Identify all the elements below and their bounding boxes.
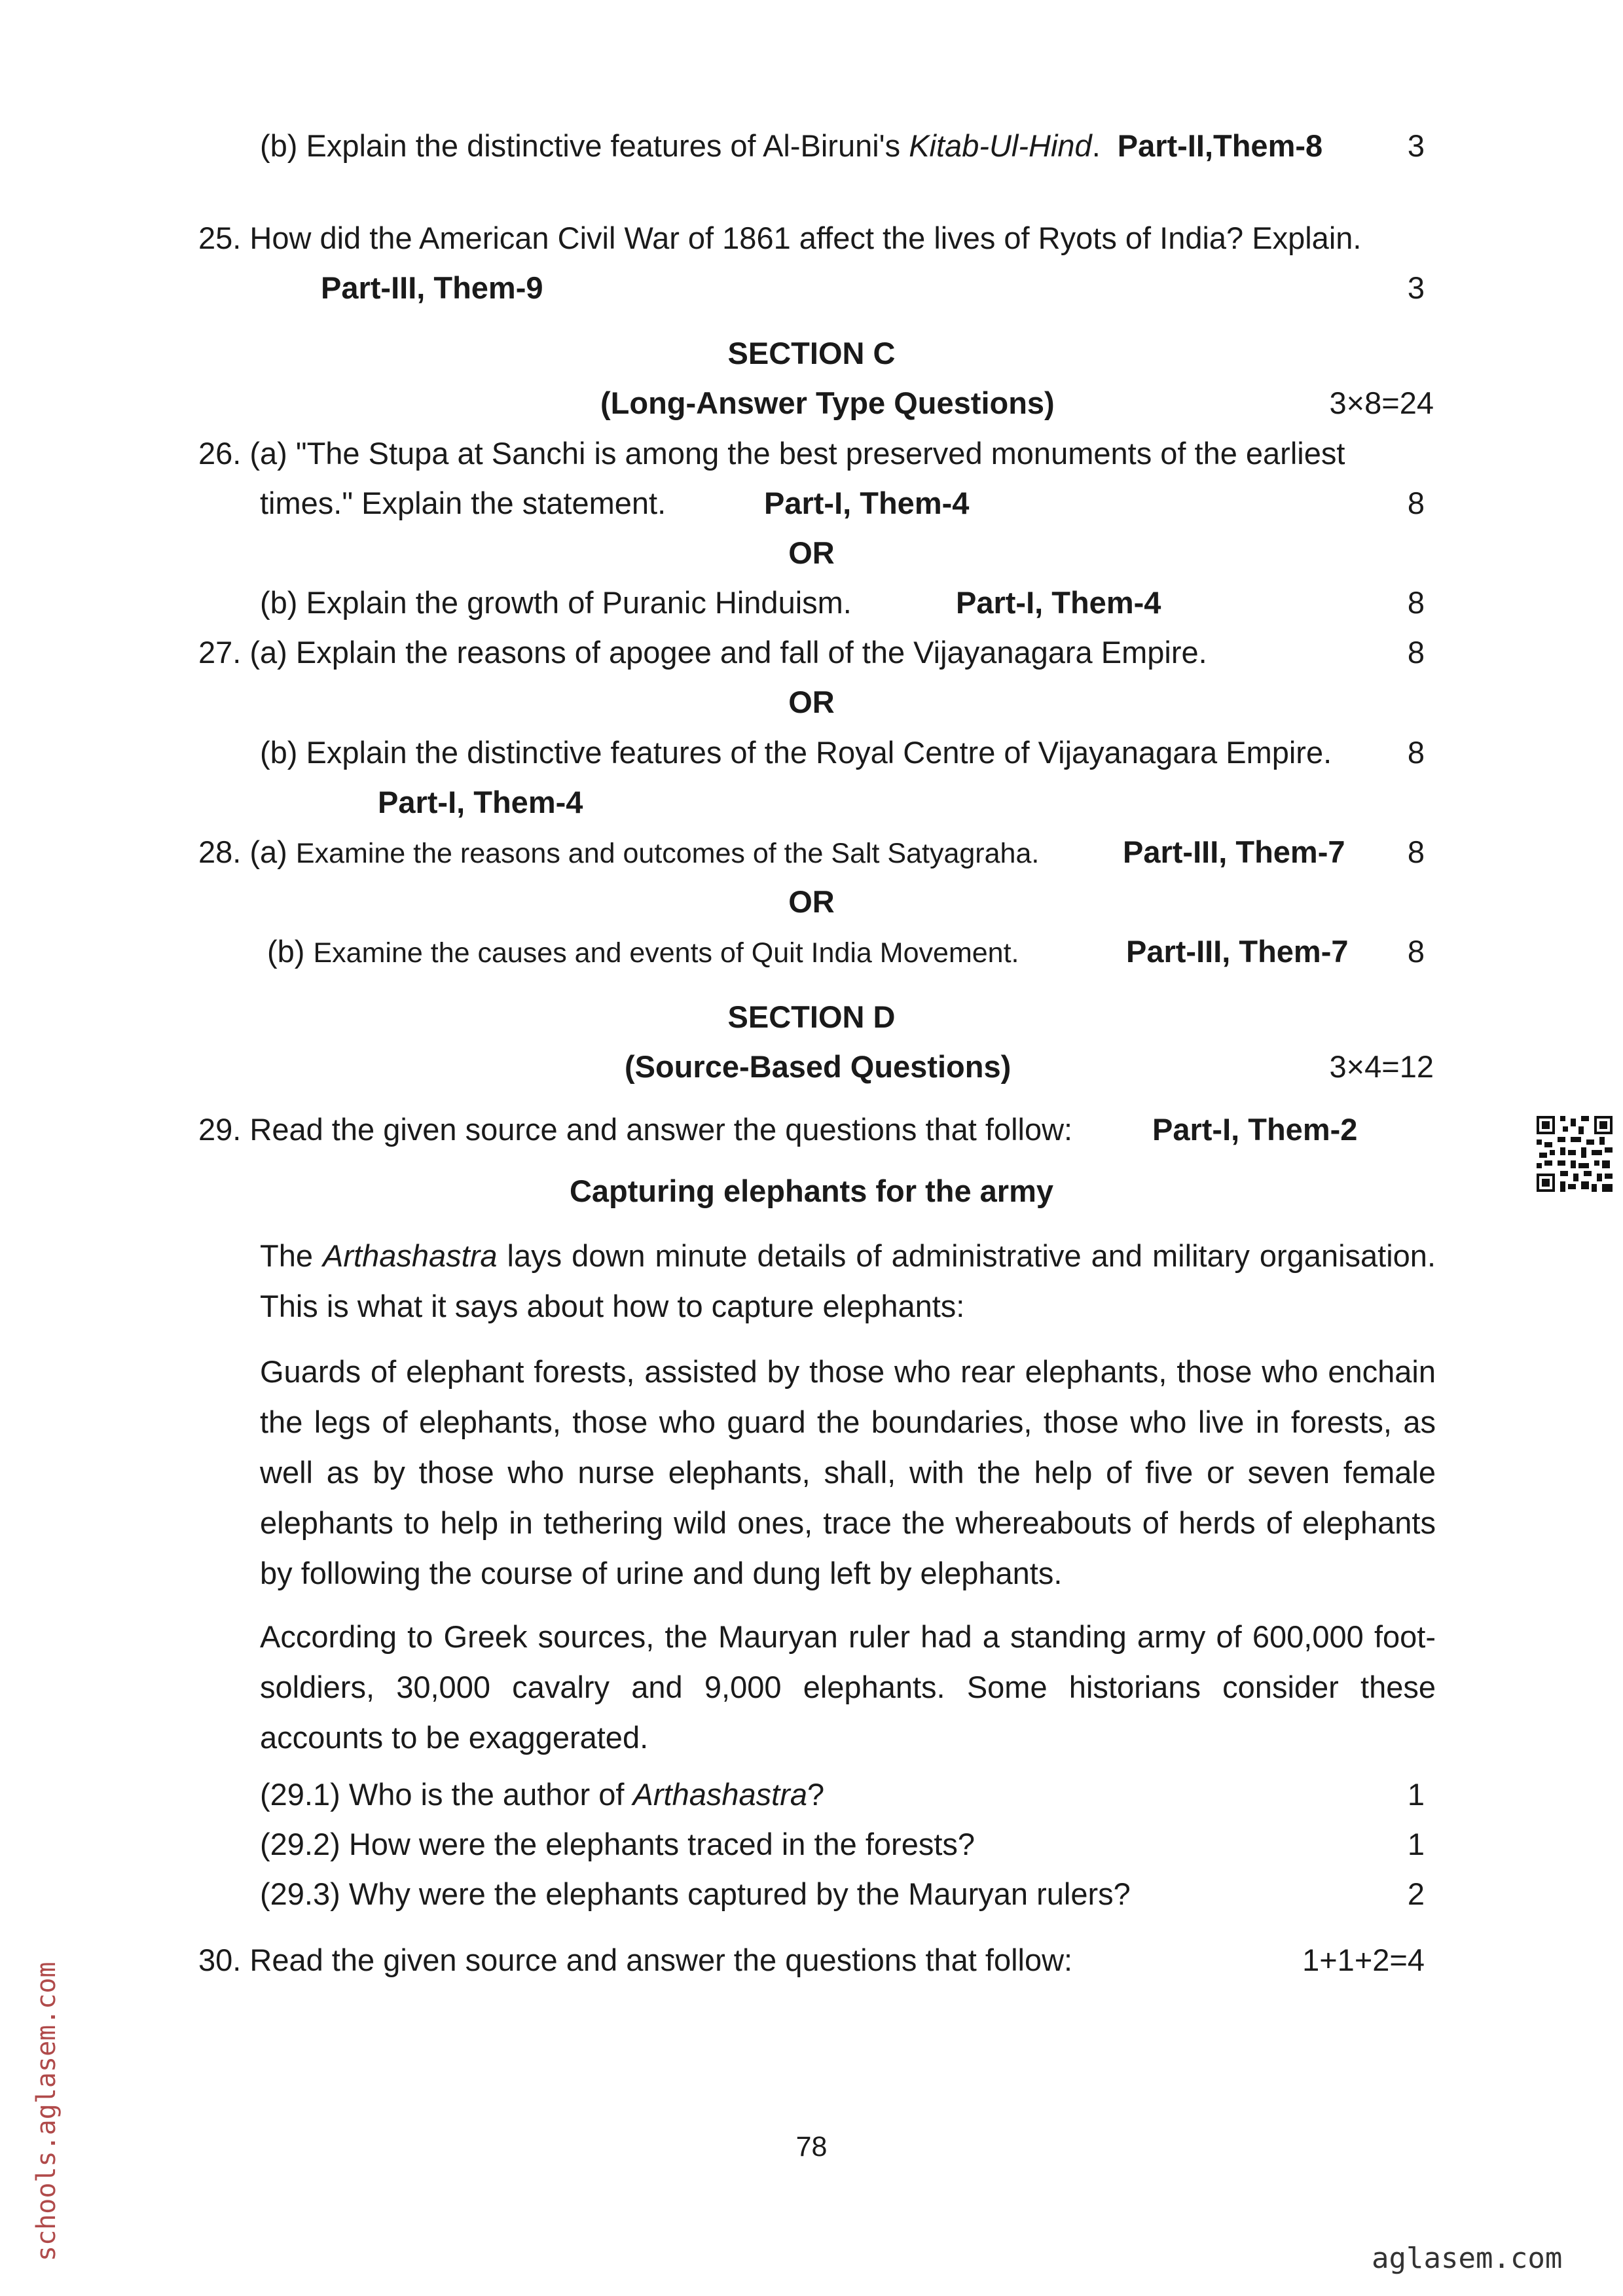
q29-ref: Part-I, Them-2 — [1152, 1112, 1358, 1147]
q24b-marks: 3 — [1407, 128, 1425, 163]
q28b-marks: 8 — [1407, 934, 1425, 969]
q26b-ref: Part-I, Them-4 — [956, 585, 1161, 620]
q29-paragraph-3: According to Greek sources, the Mauryan ruler had a standing army of 600,000 foot-soldiers, 30,000 cavalry and 9,000 elephants. Some historians consider these accounts to be exaggerated. — [260, 1619, 1436, 1755]
q28b-ref: Part-III, Them-7 — [1126, 934, 1349, 969]
q29-heading: Capturing elephants for the army — [569, 1174, 1054, 1208]
q29-sq1-pre: (29.1) Who is the author of — [260, 1777, 633, 1812]
side-watermark: schools.aglasem.com — [31, 1962, 62, 2261]
q29-subq-1 — [260, 1775, 824, 1814]
q28a-line — [198, 833, 1039, 873]
q28b-line — [267, 932, 1019, 973]
q25-marks: 3 — [1407, 270, 1425, 305]
q26-or: OR — [788, 535, 835, 570]
q26b-text: (b) Explain the growth of Puranic Hinduism. — [260, 585, 852, 620]
q29-p1-pre: The — [260, 1238, 323, 1273]
section-d-subtitle: (Source-Based Questions) — [625, 1049, 1012, 1084]
q28b-number: (b) — [267, 934, 314, 969]
q27-or: OR — [788, 685, 835, 719]
q28a-number: 28. (a) — [198, 834, 296, 869]
section-c-subtitle: (Long-Answer Type Questions) — [600, 386, 1055, 420]
q29-subq-1-marks: 1 — [1407, 1777, 1425, 1812]
q28a-ref: Part-III, Them-7 — [1123, 834, 1345, 869]
q30-marks: 1+1+2=4 — [1302, 1943, 1425, 1977]
q27a-marks: 8 — [1407, 635, 1425, 670]
q29-subq-3-marks: 2 — [1407, 1876, 1425, 1911]
q29-p1-title: Arthashastra — [323, 1238, 498, 1273]
q26a-line2: times." Explain the statement. — [260, 486, 666, 520]
section-c-marks: 3×8=24 — [1329, 386, 1434, 420]
q28a-marks: 8 — [1407, 834, 1425, 869]
section-d-marks: 3×4=12 — [1329, 1049, 1434, 1084]
q29-sq1-title: Arthashastra — [632, 1777, 807, 1812]
q26a-line1: 26. (a) "The Stupa at Sanchi is among the best preserved monuments of the earliest — [198, 436, 1345, 471]
q29-sq1-post: ? — [807, 1777, 825, 1812]
q27a-text: 27. (a) Explain the reasons of apogee and fall of the Vijayanagara Empire. — [198, 635, 1207, 670]
q28-or: OR — [788, 884, 835, 919]
section-d-title: SECTION D — [727, 999, 896, 1034]
section-c-title: SECTION C — [727, 336, 896, 370]
q30-text: 30. Read the given source and answer the questions that follow: — [198, 1943, 1073, 1977]
q24b-suffix: . — [1091, 128, 1101, 163]
q29-text: 29. Read the given source and answer the questions that follow: — [198, 1112, 1073, 1147]
q27b-text: (b) Explain the distinctive features of the Royal Centre of Vijayanagara Empire. — [260, 735, 1332, 770]
q27b-ref: Part-I, Them-4 — [378, 785, 583, 819]
q26a-ref: Part-I, Them-4 — [764, 486, 970, 520]
q29-subq-2: (29.2) How were the elephants traced in the forests? — [260, 1827, 976, 1861]
q26a-marks: 8 — [1407, 486, 1425, 520]
q27b-marks: 8 — [1407, 735, 1425, 770]
q29-paragraph-1 — [260, 1230, 1436, 1331]
q24b-prefix: (b) Explain the distinctive features of Al-Biruni's — [260, 128, 909, 163]
q29-subq-3: (29.3) Why were the elephants captured by the Mauryan rulers? — [260, 1876, 1131, 1911]
q24b-ref: Part-II,Them-8 — [1117, 128, 1323, 163]
q25-ref: Part-III, Them-9 — [321, 270, 543, 305]
bottom-watermark: aglasem.com — [1372, 2242, 1563, 2275]
q29-p1-post: lays down minute details of administrative and military organisation. This is what it says about how to capture elephants: — [260, 1238, 1436, 1323]
q26b-marks: 8 — [1407, 585, 1425, 620]
q29-subq-2-marks: 1 — [1407, 1827, 1425, 1861]
q24b-book-title: Kitab-Ul-Hind — [909, 128, 1092, 163]
q28b-text: Examine the causes and events of Quit India Movement. — [313, 937, 1019, 969]
q29-paragraph-2: Guards of elephant forests, assisted by those who rear elephants, those who enchain the legs of elephants, those who guard the boundaries, those who live in forests, as well as by those who nurse elephants, shall, with the help of five or seven female elephants to help in tethering wild ones, trace the whereabouts of herds of elephants by following the course of urine and dung left by elephants. — [260, 1354, 1436, 1590]
q24b-line — [260, 126, 1322, 166]
page-number: 78 — [795, 2131, 828, 2162]
q25-text: 25. How did the American Civil War of 1861 affect the lives of Ryots of India? Explain. — [198, 221, 1362, 255]
q28a-text: Examine the reasons and outcomes of the Salt Satyagraha. — [295, 838, 1040, 869]
